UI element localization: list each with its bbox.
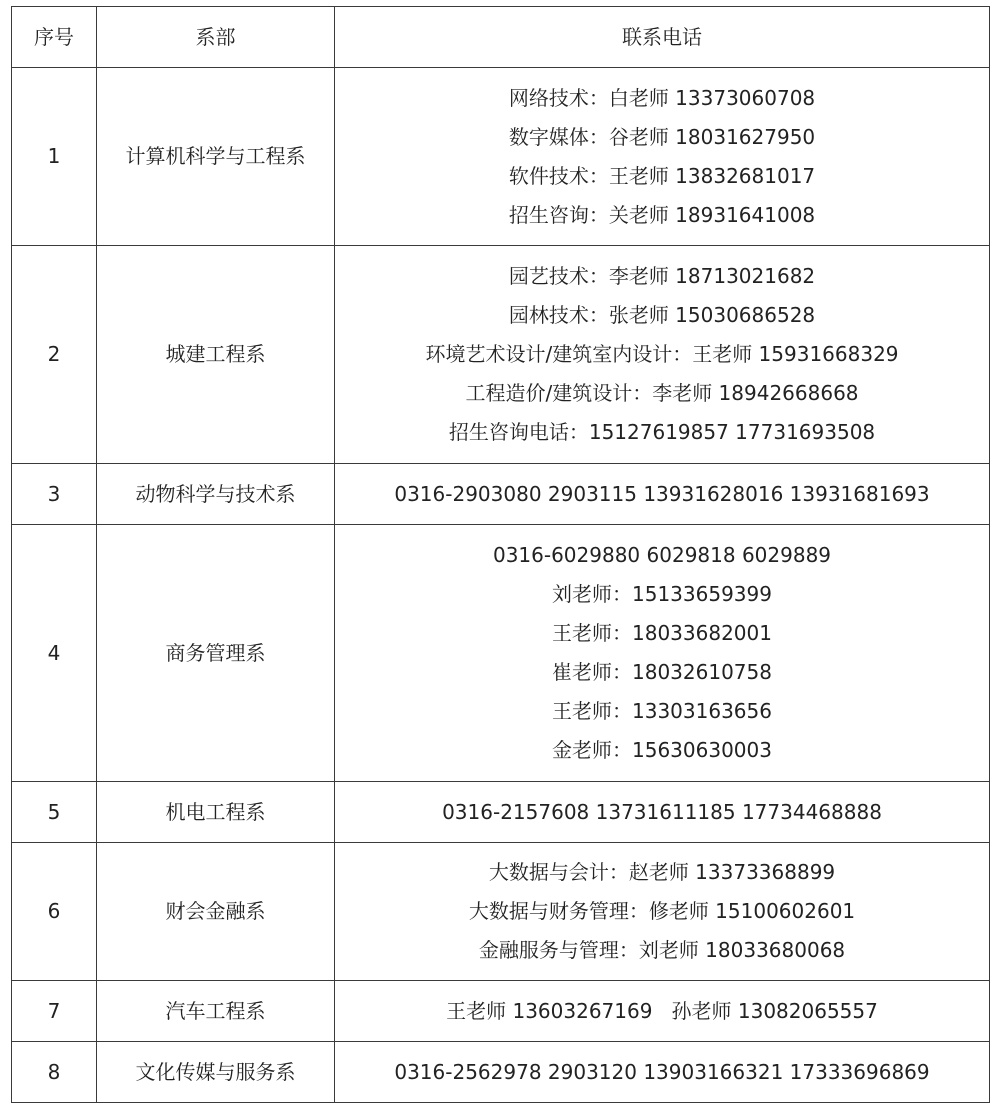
row-department: 文化传媒与服务系 [97, 1042, 335, 1103]
row-index: 8 [12, 1042, 97, 1103]
header-row [12, 7, 990, 68]
row-index: 7 [12, 981, 97, 1042]
phone-line: 金融服务与管理：刘老师 18033680068 [478, 938, 846, 962]
phone-line: 大数据与会计：赵老师 13373368899 [488, 860, 836, 884]
row-phone-cell [335, 68, 990, 246]
row-index: 6 [12, 843, 97, 981]
phone-line: 工程造价/建筑设计：李老师 18942668668 [465, 381, 859, 405]
phone-line: 0316-2157608 13731611185 17734468888 [442, 799, 882, 824]
row-department: 财会金融系 [97, 843, 335, 981]
phone-line: 大数据与财务管理：修老师 15100602601 [468, 899, 856, 923]
phone-line: 0316-2903080 2903115 13931628016 13931681693 [394, 481, 930, 506]
row-department: 汽车工程系 [97, 981, 335, 1042]
phone-line: 园艺技术：李老师 18713021682 [508, 264, 816, 288]
phone-line: 王老师：18033682001 [552, 621, 772, 645]
row-department: 城建工程系 [97, 246, 335, 464]
table-row [12, 782, 990, 843]
phone-line: 0316-2562978 2903120 13903166321 17333696869 [394, 1059, 930, 1084]
row-phone-cell [335, 843, 990, 981]
phone-line: 招生咨询电话：15127619857 17731693508 [448, 420, 876, 444]
table-row [12, 525, 990, 782]
row-department: 动物科学与技术系 [97, 464, 335, 525]
table-row [12, 843, 990, 981]
phone-line: 园林技术：张老师 15030686528 [508, 303, 816, 327]
row-phone-cell [335, 782, 990, 843]
phone-line: 刘老师：15133659399 [552, 582, 772, 606]
row-department: 商务管理系 [97, 525, 335, 782]
table-row [12, 68, 990, 246]
phone-line: 网络技术：白老师 13373060708 [508, 85, 816, 110]
row-index: 1 [12, 68, 97, 246]
row-department: 机电工程系 [97, 782, 335, 843]
phone-line: 0316-6029880 6029818 6029889 [492, 543, 832, 567]
phone-line: 数字媒体：谷老师 18031627950 [508, 124, 816, 149]
phone-line: 金老师：15630630003 [552, 738, 772, 762]
phone-line: 环境艺术设计/建筑室内设计：王老师 15931668329 [425, 342, 899, 366]
header-index: 序号 [12, 7, 97, 68]
phone-line: 王老师 13603267169 孙老师 13082065557 [446, 998, 878, 1023]
row-index: 4 [12, 525, 97, 782]
row-phone-cell [335, 981, 990, 1042]
header-department: 系部 [97, 7, 335, 68]
table-row [12, 981, 990, 1042]
phone-line: 软件技术：王老师 13832681017 [508, 163, 816, 188]
header-phone: 联系电话 [335, 7, 990, 68]
row-phone-cell [335, 246, 990, 464]
row-phone-cell [335, 525, 990, 782]
row-index: 2 [12, 246, 97, 464]
row-index: 3 [12, 464, 97, 525]
row-phone-cell [335, 1042, 990, 1103]
row-index: 5 [12, 782, 97, 843]
table-row [12, 246, 990, 464]
table-row [12, 1042, 990, 1103]
phone-line: 王老师：13303163656 [552, 699, 772, 723]
phone-line: 招生咨询：关老师 18931641008 [508, 202, 816, 227]
row-phone-cell [335, 464, 990, 525]
phone-line: 崔老师：18032610758 [552, 660, 772, 684]
row-department: 计算机科学与工程系 [97, 68, 335, 246]
table-row [12, 464, 990, 525]
contact-table [11, 6, 990, 1103]
